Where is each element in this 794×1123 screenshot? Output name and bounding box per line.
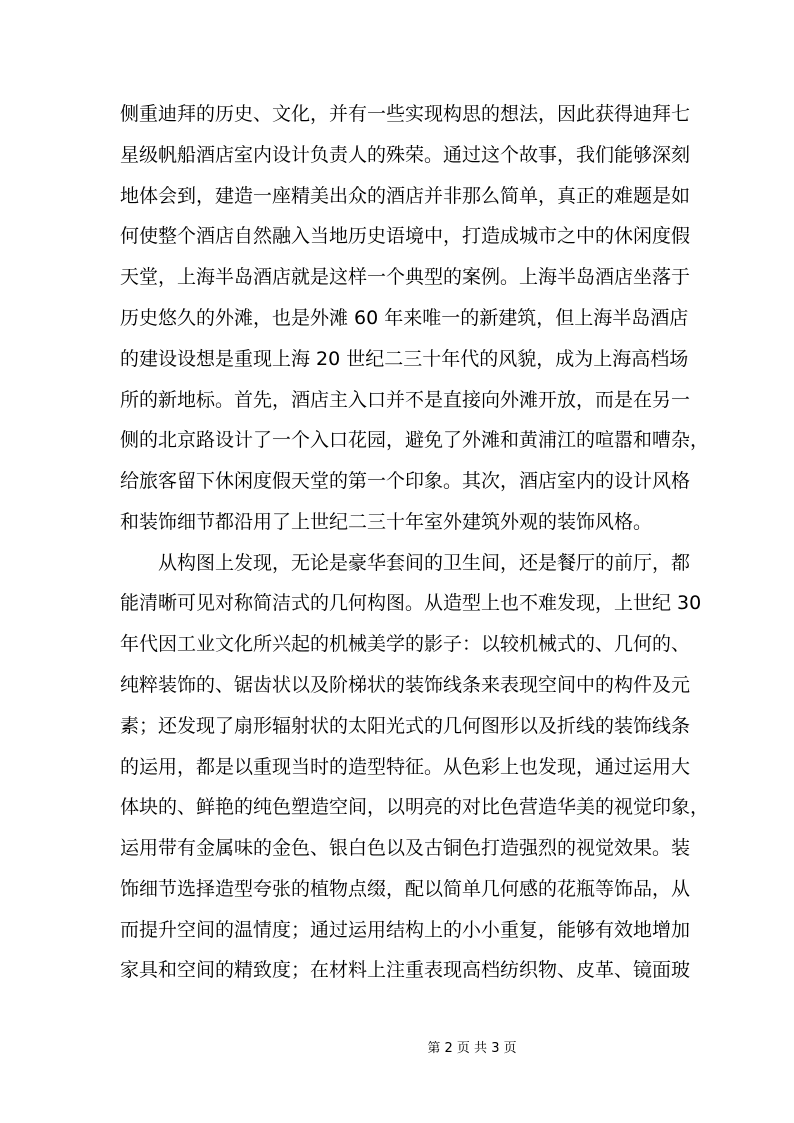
- text-line-14: 年代因工业文化所兴起的机械美学的影子：以较机械式的、几何的、: [120, 633, 691, 655]
- text-line-15: 纯粹装饰的、锯齿状以及阶梯状的装饰线条来表现空间中的构件及元: [120, 674, 691, 696]
- page-footer: [0, 1040, 794, 1058]
- text-line-1: 侧重迪拜的历史、文化，并有一些实现构思的想法，因此获得迪拜七: [120, 103, 691, 125]
- text-line-10: 给旅客留下休闲度假天堂的第一个印象。其次，酒店室内的设计风格: [120, 470, 691, 492]
- text-line-7: 的建设设想是重现上海 20 世纪二三十年代的风貌，成为上海高档场: [120, 348, 689, 370]
- text-line-19: 运用带有金属味的金色、银白色以及古铜色打造强烈的视觉效果。装: [120, 837, 691, 859]
- page-number: 第 2 页 共 3 页: [427, 1041, 517, 1056]
- text-line-8: 所的新地标。首先，酒店主入口并不是直接向外滩开放，而是在另一: [120, 389, 691, 411]
- text-line-13: 能清晰可见对称简洁式的几何构图。从造型上也不难发现，上世纪 30: [120, 592, 702, 614]
- text-line-11: 和装饰细节都沿用了上世纪二三十年室外建筑外观的装饰风格。: [120, 511, 653, 533]
- text-line-2: 星级帆船酒店室内设计负责人的殊荣。通过这个故事，我们能够深刻: [120, 144, 691, 166]
- text-line-21: 而提升空间的温情度；通过运用结构上的小小重复，能够有效地增加: [120, 919, 691, 941]
- text-line-6: 历史悠久的外滩，也是外滩 60 年来唯一的新建筑，但上海半岛酒店: [120, 307, 689, 329]
- text-line-22: 家具和空间的精致度；在材料上注重表现高档纺织物、皮革、镜面玻: [120, 959, 691, 981]
- text-line-12: 从构图上发现，无论是豪华套间的卫生间，还是餐厅的前厅，都: [158, 552, 691, 574]
- text-line-17: 的运用，都是以重现当时的造型特征。从色彩上也发现，通过运用大: [120, 756, 691, 778]
- text-line-5: 天堂，上海半岛酒店就是这样一个典型的案例。上海半岛酒店坐落于: [120, 266, 691, 288]
- text-line-20: 饰细节选择造型夸张的植物点缀，配以简单几何感的花瓶等饰品，从: [120, 878, 691, 900]
- text-line-18: 体块的、鲜艳的纯色塑造空间，以明亮的对比色营造华美的视觉印象，: [120, 796, 710, 818]
- text-line-16: 素；还发现了扇形辐射状的太阳光式的几何图形以及折线的装饰线条: [120, 715, 691, 737]
- text-line-9: 侧的北京路设计了一个入口花园，避免了外滩和黄浦江的喧嚣和嘈杂，: [120, 429, 710, 451]
- text-line-3: 地体会到，建造一座精美出众的酒店并非那么简单，真正的难题是如: [120, 185, 691, 207]
- text-line-4: 何使整个酒店自然融入当地历史语境中，打造成城市之中的休闲度假: [120, 225, 691, 247]
